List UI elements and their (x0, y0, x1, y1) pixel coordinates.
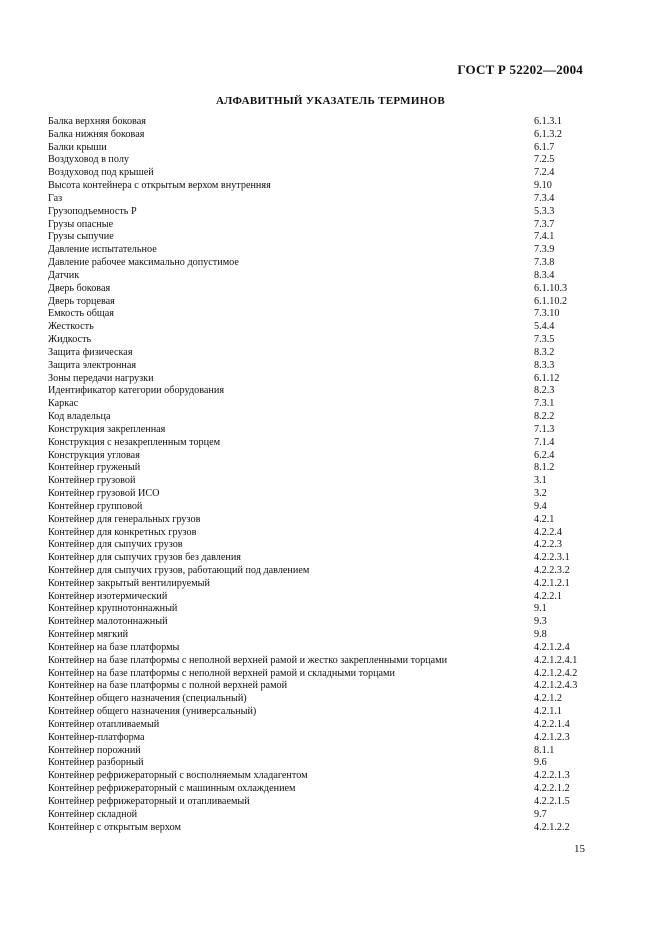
index-term: Газ (48, 192, 63, 204)
index-term: Грузоподъемность Р (48, 205, 137, 217)
index-term: Датчик (48, 269, 80, 281)
index-section-ref: 7.3.5 (534, 334, 555, 346)
index-term: Контейнер для сыпучих грузов (48, 539, 183, 551)
index-entry (48, 193, 588, 206)
index-section-ref: 4.2.2.3.2 (534, 564, 570, 576)
index-term: Контейнер складной (48, 808, 138, 820)
index-entry (48, 219, 588, 232)
index-entry (48, 154, 588, 167)
index-term: Контейнер общего назначения (специальный) (48, 693, 247, 705)
index-term: Защита электронная (48, 359, 137, 371)
index-section-ref: 7.3.10 (534, 308, 560, 320)
index-entry (48, 270, 588, 283)
index-entry (48, 398, 588, 411)
index-entry (48, 334, 588, 347)
index-term: Контейнер грузовой ИСО (48, 488, 160, 500)
index-entry (48, 642, 588, 655)
index-section-ref: 3.1 (534, 475, 547, 487)
index-section-ref: 6.1.10.2 (534, 295, 568, 307)
index-entry (48, 450, 588, 463)
index-entry (48, 783, 588, 796)
index-term: Жесткость (48, 321, 94, 333)
index-section-ref: 8.1.1 (534, 744, 555, 756)
index-section-ref: 4.2.1.2.4.2 (534, 667, 578, 679)
index-term: Контейнер на базе платформы с полной верхней рамой (48, 680, 288, 692)
index-section-ref: 4.2.1.2.4.1 (534, 654, 578, 666)
index-entry (48, 770, 588, 783)
index-section-ref: 9.8 (534, 629, 547, 641)
index-entry (48, 244, 588, 257)
index-term: Воздуховод под крышей (48, 167, 154, 179)
index-entry (48, 373, 588, 386)
index-section-ref: 6.2.4 (534, 449, 555, 461)
index-term: Контейнер для сыпучих грузов, работающий под давлением (48, 564, 310, 576)
standard-code: ГОСТ Р 52202—2004 (457, 62, 583, 77)
index-section-ref: 9.3 (534, 616, 547, 628)
index-term: Защита физическая (48, 346, 133, 358)
index-section-ref: 9.7 (534, 808, 547, 820)
index-term: Контейнер для сыпучих грузов без давления (48, 552, 241, 564)
index-entry (48, 668, 588, 681)
index-section-ref: 8.2.3 (534, 385, 555, 397)
index-entry (48, 501, 588, 514)
index-section-ref: 6.1.12 (534, 372, 560, 384)
index-entry (48, 745, 588, 758)
index-term: Воздуховод в полу (48, 154, 130, 166)
index-section-ref: 7.3.9 (534, 244, 555, 256)
index-section-ref: 6.1.3.2 (534, 128, 563, 140)
index-entry (48, 591, 588, 604)
index-section-ref: 5.4.4 (534, 321, 555, 333)
index-entry (48, 360, 588, 373)
index-term: Идентификатор категории оборудования (48, 385, 225, 397)
index-entry (48, 719, 588, 732)
index-entry (48, 680, 588, 693)
index-section-ref: 4.2.1.2.4.3 (534, 680, 578, 692)
index-entry (48, 424, 588, 437)
index-section-ref: 9.10 (534, 180, 552, 192)
index-entry (48, 385, 588, 398)
index-term: Контейнер на базе платформы (48, 641, 180, 653)
index-section-ref: 7.1.3 (534, 423, 555, 435)
index-entry (48, 603, 588, 616)
index-entry (48, 308, 588, 321)
index-term: Балки крыши (48, 141, 107, 153)
index-section-ref: 4.2.1.2.2 (534, 821, 570, 833)
index-term: Контейнер разборный (48, 757, 144, 769)
index-entry (48, 732, 588, 745)
index-title: АЛФАВИТНЫЙ УКАЗАТЕЛЬ ТЕРМИНОВ (215, 95, 446, 107)
index-term: Контейнер общего назначения (универсальный) (48, 706, 257, 718)
index-section-ref: 7.3.1 (534, 398, 555, 410)
index-term: Контейнер рефрижераторный с восполняемым хладагентом (48, 770, 308, 782)
index-term: Код владельца (48, 411, 111, 423)
index-term: Контейнер изотермический (48, 590, 168, 602)
index-section-ref: 7.3.8 (534, 257, 555, 269)
index-entry (48, 693, 588, 706)
index-section-ref: 4.2.2.4 (534, 526, 563, 538)
index-entry (48, 655, 588, 668)
index-entry (48, 283, 588, 296)
index-section-ref: 4.2.2.3.1 (534, 552, 570, 564)
index-entry (48, 167, 588, 180)
index-entry (48, 475, 588, 488)
index-section-ref: 7.3.4 (534, 192, 555, 204)
index-term: Контейнер для конкретных грузов (48, 526, 197, 538)
index-term: Балка нижняя боковая (48, 128, 145, 140)
index-entry (48, 257, 588, 270)
index-term: Грузы сыпучие (48, 231, 114, 243)
index-section-ref: 4.2.2.1 (534, 590, 563, 602)
index-entry (48, 347, 588, 360)
index-section-ref: 9.6 (534, 757, 547, 769)
index-entry (48, 296, 588, 309)
index-section-ref: 7.2.4 (534, 167, 555, 179)
index-section-ref: 4.2.1.2 (534, 693, 563, 705)
index-entry (48, 514, 588, 527)
index-entry (48, 116, 588, 129)
index-entry (48, 321, 588, 334)
index-section-ref: 7.3.7 (534, 218, 555, 230)
index-entry (48, 552, 588, 565)
index-section-ref: 7.2.5 (534, 154, 555, 166)
index-entry (48, 437, 588, 450)
index-term: Контейнер групповой (48, 500, 143, 512)
index-term: Контейнер рефрижераторный с машинным охлаждением (48, 783, 296, 795)
index-term: Дверь боковая (48, 282, 111, 294)
index-entry (48, 488, 588, 501)
index-term: Контейнер порожний (48, 744, 141, 756)
index-section-ref: 6.1.3.1 (534, 116, 563, 127)
index-entry (48, 411, 588, 424)
index-term: Конструкция с незакрепленным торцем (48, 436, 221, 448)
index-term: Дверь торцевая (48, 295, 115, 307)
index-section-ref: 4.2.2.1.2 (534, 783, 570, 795)
index-term: Давление испытательное (48, 244, 157, 256)
index-term: Контейнер отапливаемый (48, 718, 160, 730)
index-entry (48, 142, 588, 155)
index-term: Контейнер на базе платформы с неполной верхней рамой и жестко закрепленными торцами (48, 654, 448, 666)
index-section-ref: 7.1.4 (534, 436, 555, 448)
index-term: Контейнер грузовой (48, 475, 136, 487)
index-term: Высота контейнера с открытым верхом внутренняя (48, 180, 271, 192)
index-entry (48, 462, 588, 475)
index-term: Контейнер малотоннажный (48, 616, 168, 628)
index-section-ref: 6.1.10.3 (534, 282, 568, 294)
index-entry (48, 629, 588, 642)
index-section-ref: 8.3.2 (534, 346, 555, 358)
index-entry (48, 565, 588, 578)
index-term: Контейнер на базе платформы с неполной верхней рамой и складными торцами (48, 667, 395, 679)
index-entry (48, 231, 588, 244)
index-section-ref: 8.1.2 (534, 462, 555, 474)
index-term: Зоны передачи нагрузки (48, 372, 154, 384)
page-number: 15 (574, 843, 585, 855)
index-section-ref: 8.2.2 (534, 411, 555, 423)
index-section-ref: 4.2.2.3 (534, 539, 563, 551)
index-section-ref: 4.2.2.1.5 (534, 795, 570, 807)
index-term: Контейнер мягкий (48, 629, 129, 641)
index-term: Балка верхняя боковая (48, 116, 146, 127)
index-entry (48, 796, 588, 809)
index-entry (48, 706, 588, 719)
index-term: Контейнер рефрижераторный и отапливаемый (48, 795, 250, 807)
index-section-ref: 4.2.1.2.1 (534, 577, 570, 589)
index-term: Конструкция закрепленная (48, 423, 166, 435)
index-section-ref: 4.2.1 (534, 513, 555, 525)
index-term: Каркас (48, 398, 79, 410)
index-entry (48, 809, 588, 822)
index-section-ref: 9.4 (534, 500, 547, 512)
index-term: Грузы опасные (48, 218, 114, 230)
index-entry (48, 757, 588, 770)
index-term: Контейнер с открытым верхом (48, 821, 181, 833)
index-entry (48, 616, 588, 629)
index-section-ref: 3.2 (534, 488, 547, 500)
index-section-ref: 9.1 (534, 603, 547, 615)
index-term: Конструкция угловая (48, 449, 140, 461)
index-entry (48, 206, 588, 219)
index-term: Контейнер груженый (48, 462, 141, 474)
index-term: Давление рабочее максимально допустимое (48, 257, 239, 269)
index-section-ref: 4.2.2.1.3 (534, 770, 570, 782)
index-section-ref: 4.2.2.1.4 (534, 718, 570, 730)
index-entry (48, 822, 588, 835)
index-section-ref: 8.3.4 (534, 269, 555, 281)
index-section-ref: 4.2.1.1 (534, 706, 563, 718)
index-term: Контейнер для генеральных грузов (48, 513, 201, 525)
index-section-ref: 8.3.3 (534, 359, 555, 371)
index-term: Контейнер крупнотоннажный (48, 603, 178, 615)
index-entry (48, 129, 588, 142)
index-section-ref: 6.1.7 (534, 141, 555, 153)
index-term: Емкость общая (48, 308, 114, 320)
index-entry (48, 180, 588, 193)
index-section-ref: 4.2.1.2.3 (534, 731, 570, 743)
index-entry (48, 539, 588, 552)
index-entry (48, 527, 588, 540)
index-section-ref: 5.3.3 (534, 205, 555, 217)
index-section-ref: 4.2.1.2.4 (534, 641, 570, 653)
index-term: Контейнер-платформа (48, 731, 145, 743)
index-section-ref: 7.4.1 (534, 231, 555, 243)
index-term: Контейнер закрытый вентилируемый (48, 577, 210, 589)
index-entry (48, 578, 588, 591)
term-index-list (48, 116, 588, 834)
index-term: Жидкость (48, 334, 92, 346)
